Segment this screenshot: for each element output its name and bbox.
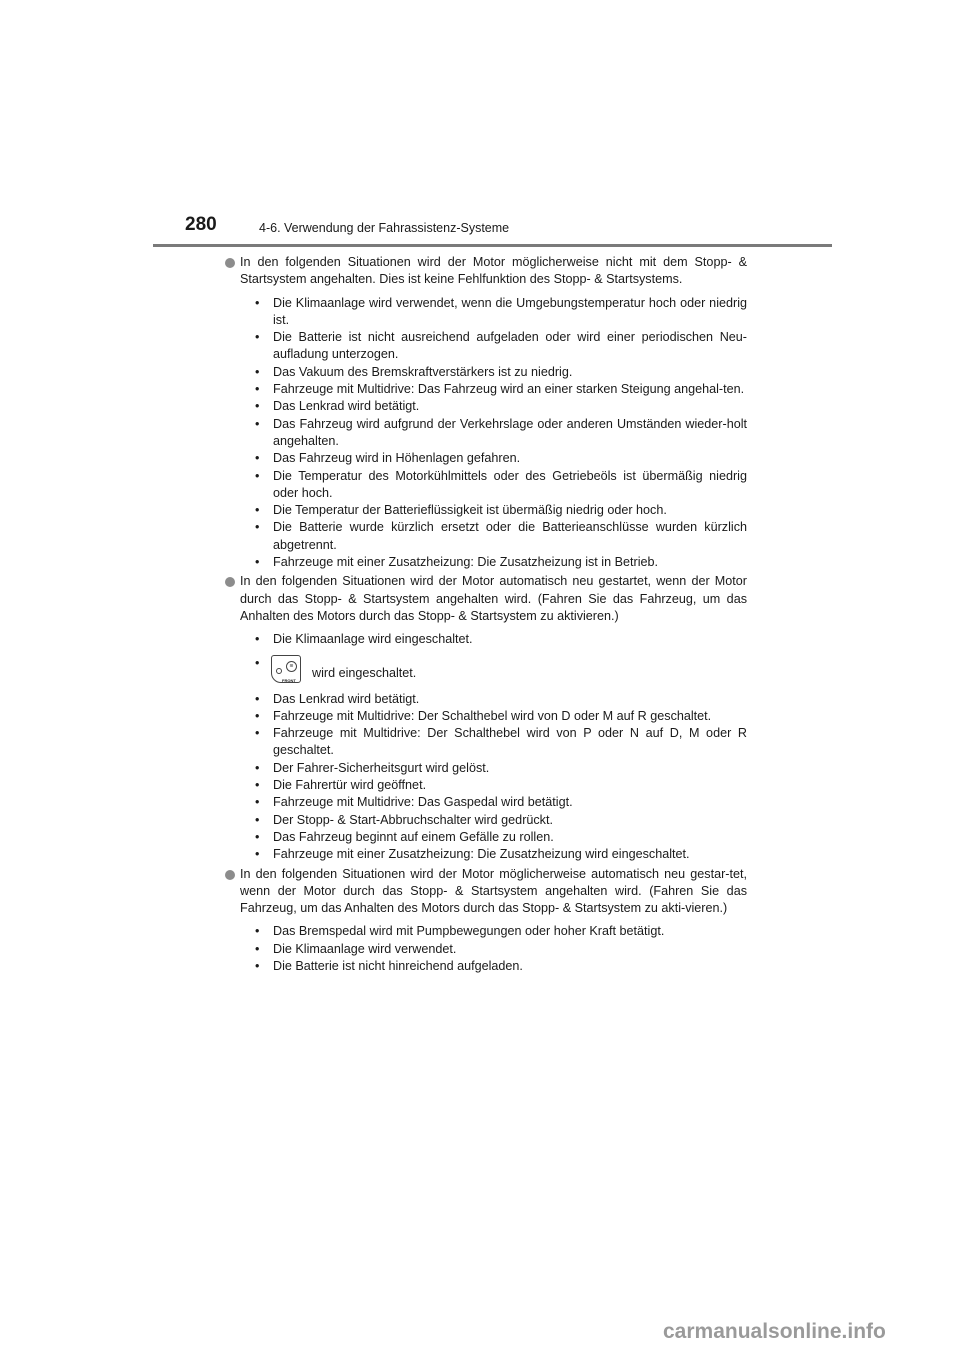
item-list — [240, 631, 747, 863]
list-item: • Die Temperatur des Motorkühlmittels oder des Getriebeöls ist übermäßig niedrig oder hoch. — [255, 468, 747, 500]
list-item: • Die Klimaanlage wird eingeschaltet. — [255, 632, 473, 647]
list-item: • Fahrzeuge mit einer Zusatzheizung: Die Zusatzheizung wird eingeschaltet. — [255, 847, 690, 862]
section-bullet-icon — [225, 577, 235, 587]
list-item: • Das Lenkrad wird betätigt. — [255, 691, 420, 706]
list-item: • Die Temperatur der Batterieflüssigkeit ist übermäßig niedrig oder hoch. — [255, 503, 667, 518]
list-item: • Die Batterie wurde kürzlich ersetzt oder die Batterieanschlüsse wurden kürzlich abgetrennt. — [255, 520, 747, 552]
page-content — [225, 254, 747, 975]
front-defroster-button-icon: ≋ FRONT — [271, 655, 301, 683]
list-item: • Der Fahrer-Sicherheitsgurt wird gelöst. — [255, 760, 490, 775]
list-item: • Fahrzeuge mit einer Zusatzheizung: Die Zusatzheizung ist in Betrieb. — [255, 555, 659, 570]
section-text: In den folgenden Situationen wird der Motor möglicherweise nicht mit dem Stopp- & Startsystem angehalten. Dies ist keine Fehlfunktion des Stopp- & Startsystems. — [240, 255, 747, 287]
icon-item-label: wird eingeschaltet. — [312, 665, 417, 680]
watermark-link[interactable]: carmanualsonline.info — [663, 1320, 886, 1343]
section-bullet-icon — [225, 258, 235, 268]
list-item: • Die Fahrertür wird geöffnet. — [255, 778, 427, 793]
page-number: 280 — [185, 214, 217, 235]
list-item: • Fahrzeuge mit Multidrive: Das Fahrzeug wird an einer starken Steigung angehal-ten. — [255, 382, 745, 397]
list-item-with-icon: • ≋ FRONT wird eingeschaltet. — [255, 655, 417, 683]
list-item: • Das Fahrzeug wird in Höhenlagen gefahren. — [255, 451, 521, 466]
chapter-title: 4-6. Verwendung der Fahrassistenz-Systeme — [259, 221, 510, 235]
list-item: • Das Lenkrad wird betätigt. — [255, 399, 420, 414]
list-item: • Die Klimaanlage wird verwendet, wenn die Umgebungstemperatur hoch oder niedrig ist. — [255, 295, 747, 327]
section-3 — [225, 866, 747, 976]
section-1 — [225, 254, 747, 571]
item-list — [240, 295, 747, 572]
section-text: In den folgenden Situationen wird der Motor automatisch neu gestartet, wenn der Motor durch das Stopp- & Startsystem angehalten wird. (Fahren Sie das Fahrzeug, um das Anhalten des Motors durch das Stopp- & Startsystem zu aktivieren.) — [240, 574, 747, 623]
list-item: • Das Vakuum des Bremskraftverstärkers ist zu niedrig. — [255, 364, 573, 379]
section-bullet-icon — [225, 870, 235, 880]
section-text: In den folgenden Situationen wird der Motor möglicherweise automatisch neu gestar-tet, wenn der Motor durch das Stopp- & Startsystem angehalten wird. (Fahren Sie das Fahrzeug, um das Anhalten des Motors durch das Stopp- & Startsystem zu akti-vieren.) — [240, 866, 747, 916]
list-item: • Fahrzeuge mit Multidrive: Der Schalthebel wird von D oder M auf R geschaltet. — [255, 708, 712, 723]
item-list — [240, 923, 747, 975]
list-item: • Das Bremspedal wird mit Pumpbewegungen oder hoher Kraft betätigt. — [255, 924, 665, 939]
list-item: • Das Fahrzeug beginnt auf einem Gefälle zu rollen. — [255, 829, 554, 844]
list-item: • Die Batterie ist nicht ausreichend aufgeladen oder wird einer periodischen Neu-aufladung unterzogen. — [255, 330, 747, 362]
list-item: • Fahrzeuge mit Multidrive: Das Gaspedal wird betätigt. — [255, 795, 573, 810]
list-item: • Das Fahrzeug wird aufgrund der Verkehrslage oder anderen Umständen wieder-holt angehalten. — [255, 416, 747, 448]
list-item: • Fahrzeuge mit Multidrive: Der Schalthebel wird von P oder N auf D, M oder R geschaltet. — [255, 726, 747, 758]
list-item: • Der Stopp- & Start-Abbruchschalter wird gedrückt. — [255, 812, 553, 827]
list-item: • Die Klimaanlage wird verwendet. — [255, 941, 457, 956]
list-item: • Die Batterie ist nicht hinreichend aufgeladen. — [255, 958, 523, 973]
header-rule — [153, 244, 832, 247]
section-2 — [225, 573, 747, 863]
